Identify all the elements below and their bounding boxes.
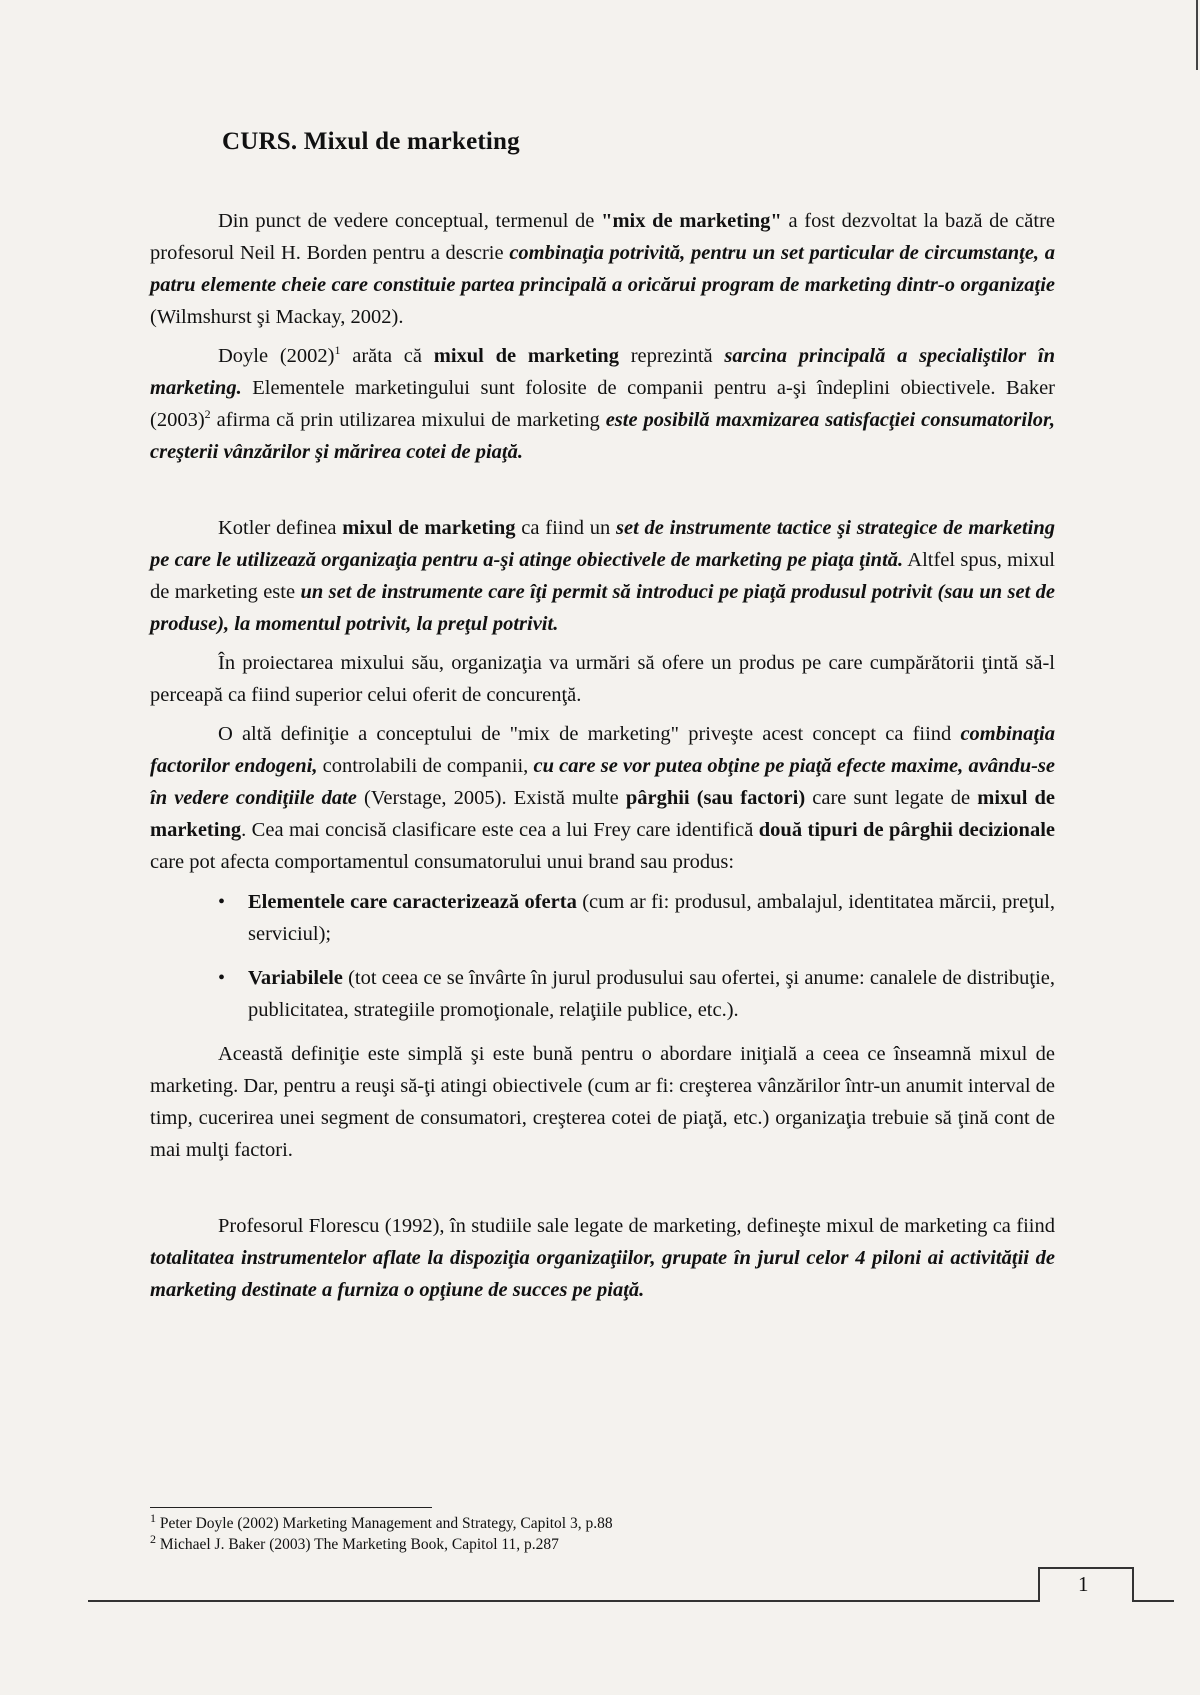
- scan-edge-mark: [1196, 0, 1198, 70]
- emphasis-text: este posibilă maxmizarea satisfacţiei consumatorilor, creşterii vânzărilor şi mărirea cotei de piaţă.: [150, 409, 1055, 463]
- emphasis-text: mixul de marketing: [433, 345, 619, 367]
- list-item: [248, 886, 1055, 950]
- text-run: reprezintă: [618, 345, 725, 367]
- emphasis-text: "mix de marketing": [601, 210, 782, 232]
- paragraph-definitie-simpla: [150, 1038, 1055, 1166]
- text-run: a fost dezvoltat la bază de către profesorul Neil H. Borden pentru a descrie: [150, 210, 1055, 264]
- text-run: controlabili de companii,: [317, 755, 534, 777]
- emphasis-text: combinaţia factorilor endogeni,: [150, 723, 1055, 777]
- text-run: ca fiind un: [515, 517, 617, 539]
- paragraph-florescu: [150, 1210, 1055, 1306]
- text-run: (tot ceea ce se învârte în jurul produsului sau ofertei, şi anume: canalele de distribuţie, publicitatea, strategiile promoţionale, relaţiile publice, etc.).: [248, 967, 1055, 1021]
- emphasis-text: Variabilele: [248, 967, 343, 989]
- text-run: Profesorul Florescu (1992), în studiile sale legate de marketing, defineşte mixul de marketing ca fiind: [218, 1215, 1055, 1237]
- text-run: afirma că prin utilizarea mixului de marketing: [210, 409, 606, 431]
- text-run: . Cea mai concisă clasificare este cea a lui Frey care identifică: [241, 819, 759, 841]
- footnote-2: [150, 1531, 613, 1555]
- text-run: (Wilmshurst şi Mackay, 2002).: [150, 306, 404, 328]
- emphasis-text: un set de instrumente care îţi permit să introduci pe piaţă produsul potrivit (sau un set de produse), la momentul potrivit, la preţul potrivit.: [150, 581, 1055, 635]
- footnote-text: Michael J. Baker (2003) The Marketing Book, Capitol 11, p.287: [156, 1536, 559, 1553]
- text-run: Din punct de vedere conceptual, termenul de: [218, 210, 602, 232]
- footnote-number: 2: [150, 1531, 156, 1546]
- emphasis-text: totalitatea instrumentelor aflate la dispoziţia organizaţiilor, grupate în jurul celor 4 piloni ai activităţii de marketing destinate a furniza o opţiune de succes pe piaţă.: [150, 1247, 1055, 1301]
- document-body: [150, 205, 1055, 1306]
- text-run: care pot afecta comportamentul consumatorului unui brand sau produs:: [150, 851, 735, 873]
- footnotes: [150, 1510, 613, 1555]
- paragraph-kotler: [150, 512, 1055, 640]
- text-run: care sunt legate de: [805, 787, 978, 809]
- emphasis-text: mixul de marketing: [342, 517, 516, 539]
- emphasis-text: cu care se vor putea obţine pe piaţă efecte maxime, avându-se în vedere condiţiile date: [150, 755, 1055, 809]
- page-box-border: [1038, 1567, 1040, 1602]
- footnote-separator: [150, 1507, 432, 1508]
- paragraph-borden: [150, 205, 1055, 333]
- text-run: Kotler definea: [218, 517, 343, 539]
- text-run: Elementele marketingului sunt folosite de companii pentru a-şi îndeplini obiectivele. Baker (2003): [150, 377, 1055, 431]
- text-run: Altfel spus, mixul de marketing este: [150, 549, 1056, 603]
- page-box-border: [1132, 1600, 1174, 1602]
- text-run: (Verstage, 2005). Există multe: [356, 787, 626, 809]
- page-number: 1: [1078, 1572, 1089, 1596]
- page-title: CURS. Mixul de marketing: [222, 128, 520, 155]
- page-box-border: [1038, 1567, 1134, 1569]
- text-run: arăta că: [340, 345, 434, 367]
- list-item: [248, 962, 1055, 1026]
- bottom-rule: [88, 1600, 1040, 1602]
- emphasis-text: combinaţia potrivită, pentru un set particular de circumstanţe, a patru elemente cheie care constituie partea principală a oricărui program de marketing dintr-o organizaţie: [150, 242, 1055, 296]
- footnote-number: 1: [150, 1510, 156, 1525]
- text-run: (cum ar fi: produsul, ambalajul, identitatea mărcii, preţul, serviciul);: [248, 891, 1055, 945]
- paragraph-proiectarea: [150, 647, 1055, 711]
- emphasis-text: Elementele care caracterizează oferta: [248, 891, 577, 913]
- text-run: Această definiţie este simplă şi este bună pentru o abordare iniţială a ceea ce înseamnă mixul de marketing. Dar, pentru a reuşi să-ţi atingi obiectivele (cum ar fi: creşterea vânzărilor într-un anumit interval de timp, cucerirea unei segment de consumatori, creşterea cotei de piaţă, etc.) organizaţia trebuie să ţină cont de mai mulţi factori.: [150, 1043, 1055, 1161]
- text-run: O altă definiţie a conceptului de "mix de marketing" priveşte acest concept ca fiind: [218, 723, 961, 745]
- paragraph-alta-definitie: [150, 718, 1055, 878]
- footnote-ref: 1: [334, 343, 341, 358]
- footnote-ref: 2: [204, 407, 211, 422]
- emphasis-text: mixul de marketing: [150, 787, 1055, 841]
- emphasis-text: set de instrumente tactice şi strategice de marketing pe care le utilizează organizaţia pentru a-şi atinge obiectivele de marketing pe piaţa ţintă.: [150, 517, 1055, 571]
- footnote-text: Peter Doyle (2002) Marketing Management and Strategy, Capitol 3, p.88: [156, 1515, 613, 1532]
- emphasis-text: două tipuri de pârghii decizionale: [758, 819, 1056, 841]
- text-run: Doyle (2002): [218, 345, 335, 367]
- paragraph-doyle-baker: [150, 340, 1055, 468]
- text-run: În proiectarea mixului său, organizaţia va urmări să ofere un produs pe care cumpărătorii ţintă să-l perceapă ca fiind superior celui oferit de concurenţă.: [150, 652, 1055, 706]
- emphasis-text: sarcina principală a specialiştilor în marketing.: [150, 345, 1055, 399]
- emphasis-text: pârghii (sau factori): [625, 787, 806, 809]
- bullet-list: [150, 886, 1055, 1026]
- footnote-1: [150, 1510, 613, 1534]
- page-box-border: [1132, 1567, 1134, 1602]
